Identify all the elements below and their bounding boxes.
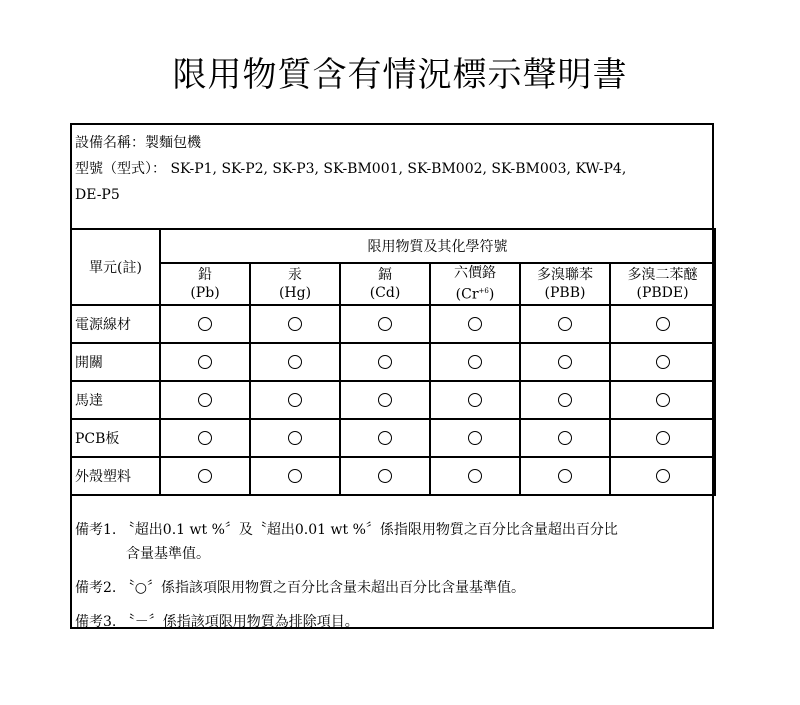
- declaration-frame: [70, 123, 714, 629]
- substance-symbol-superscript: +6: [478, 287, 489, 295]
- equipment-name: 設備名稱：製麵包機: [75, 135, 201, 151]
- mark-cell: [610, 381, 715, 419]
- substance-table: [70, 228, 716, 496]
- substance-header: [610, 263, 715, 305]
- mark-cell: [520, 419, 610, 457]
- not-exceeding-mark-icon: [558, 469, 572, 483]
- substance-symbol-text: (PBB): [544, 284, 586, 301]
- substance-name: 多溴二苯醚: [627, 266, 698, 283]
- substance-header: [160, 263, 250, 305]
- mark-cell: [430, 419, 520, 457]
- not-exceeding-mark-icon: [656, 431, 670, 445]
- mark-cell: [430, 343, 520, 381]
- substance-group-header: 限用物質及其化學符號: [160, 229, 715, 263]
- not-exceeding-mark-icon: [198, 355, 212, 369]
- substance-symbol-text: (Cr: [455, 286, 479, 303]
- substance-symbol: [251, 284, 339, 302]
- substance-symbol-close: ): [488, 286, 495, 303]
- table-row: [71, 381, 715, 419]
- mark-cell: [610, 457, 715, 495]
- not-exceeding-mark-icon: [378, 393, 392, 407]
- not-exceeding-mark-icon: [656, 469, 670, 483]
- not-exceeding-mark-icon: [558, 431, 572, 445]
- notes: [72, 512, 712, 644]
- mark-cell: [520, 305, 610, 343]
- not-exceeding-mark-icon: [558, 393, 572, 407]
- note-3: 備考3. 〝－〞係指該項限用物質為排除項目。: [75, 614, 359, 630]
- substance-symbol: [341, 284, 429, 302]
- not-exceeding-mark-icon: [378, 469, 392, 483]
- model-list-continued: DE-P5: [75, 187, 120, 203]
- note-1-line-2: 含量基準值。: [126, 546, 210, 562]
- mark-cell: [340, 305, 430, 343]
- unit-header: 單元(註): [71, 229, 160, 305]
- note-1-line-1: 備考1. 〝超出0.1 wt %〞及〝超出0.01 wt %〞係指限用物質之百分比含量超出百分比: [75, 522, 618, 538]
- not-exceeding-mark-icon: [198, 317, 212, 331]
- table-row: [71, 457, 715, 495]
- substance-header: [520, 263, 610, 305]
- substance-name: 鉛: [198, 266, 212, 283]
- substance-symbol-text: (Cd): [369, 284, 401, 301]
- not-exceeding-mark-icon: [656, 317, 670, 331]
- not-exceeding-mark-icon: [198, 393, 212, 407]
- mark-cell: [610, 343, 715, 381]
- substance-name: 六價鉻: [454, 265, 496, 281]
- not-exceeding-mark-icon: [378, 431, 392, 445]
- table-row: [71, 419, 715, 457]
- table-row: [71, 305, 715, 343]
- mark-cell: [610, 305, 715, 343]
- substance-header: [340, 263, 430, 305]
- substance-header: [250, 263, 340, 305]
- mark-cell: [160, 305, 250, 343]
- not-exceeding-mark-icon: [558, 355, 572, 369]
- mark-cell: [250, 343, 340, 381]
- equipment-info: [72, 125, 712, 208]
- mark-cell: [160, 343, 250, 381]
- not-exceeding-mark-icon: [468, 431, 482, 445]
- mark-cell: [250, 381, 340, 419]
- not-exceeding-mark-icon: [558, 317, 572, 331]
- not-exceeding-mark-icon: [198, 431, 212, 445]
- not-exceeding-mark-icon: [468, 355, 482, 369]
- not-exceeding-mark-icon: [288, 393, 302, 407]
- mark-cell: [430, 381, 520, 419]
- part-name: 馬達: [71, 381, 160, 419]
- mark-cell: [160, 419, 250, 457]
- part-name: 外殼塑料: [71, 457, 160, 495]
- mark-cell: [340, 457, 430, 495]
- not-exceeding-mark-icon: [656, 355, 670, 369]
- part-name: 電源線材: [71, 305, 160, 343]
- not-exceeding-mark-icon: [288, 431, 302, 445]
- substance-name: 汞: [288, 266, 302, 283]
- mark-cell: [520, 381, 610, 419]
- substance-symbol: [611, 284, 714, 302]
- mark-cell: [520, 343, 610, 381]
- mark-cell: [250, 419, 340, 457]
- not-exceeding-mark-icon: [468, 317, 482, 331]
- mark-cell: [160, 457, 250, 495]
- mark-cell: [520, 457, 610, 495]
- not-exceeding-mark-icon: [378, 355, 392, 369]
- substance-symbol-text: (PBDE): [636, 284, 689, 301]
- part-name: 開關: [71, 343, 160, 381]
- page-title: 限用物質含有情況標示聲明書: [172, 55, 628, 95]
- not-exceeding-mark-icon: [468, 469, 482, 483]
- table-row: [71, 343, 715, 381]
- substance-symbol: [431, 282, 519, 304]
- not-exceeding-mark-icon: [198, 469, 212, 483]
- substance-name: 多溴聯苯: [537, 266, 593, 283]
- mark-cell: [160, 381, 250, 419]
- mark-cell: [610, 419, 715, 457]
- mark-cell: [430, 305, 520, 343]
- note-2: 備考2. 〝○〞係指該項限用物質之百分比含量未超出百分比含量基準值。: [75, 580, 526, 596]
- note-1: [75, 518, 712, 566]
- mark-cell: [340, 343, 430, 381]
- not-exceeding-mark-icon: [288, 355, 302, 369]
- mark-cell: [430, 457, 520, 495]
- not-exceeding-mark-icon: [288, 469, 302, 483]
- not-exceeding-mark-icon: [656, 393, 670, 407]
- not-exceeding-mark-icon: [468, 393, 482, 407]
- substance-symbol: [161, 284, 249, 302]
- substance-name: 鎘: [378, 266, 392, 283]
- substance-symbol-text: (Hg): [278, 284, 312, 301]
- substance-header: [430, 263, 520, 305]
- substance-symbol-text: (Pb): [190, 284, 220, 301]
- substance-symbol: [521, 284, 609, 302]
- not-exceeding-mark-icon: [378, 317, 392, 331]
- model-list: 型號（型式）： SK-P1, SK-P2, SK-P3, SK-BM001, SK-BM002, SK-BM003, KW-P4,: [75, 161, 627, 177]
- not-exceeding-mark-icon: [288, 317, 302, 331]
- mark-cell: [250, 305, 340, 343]
- part-name: PCB板: [71, 419, 160, 457]
- mark-cell: [340, 381, 430, 419]
- mark-cell: [250, 457, 340, 495]
- mark-cell: [340, 419, 430, 457]
